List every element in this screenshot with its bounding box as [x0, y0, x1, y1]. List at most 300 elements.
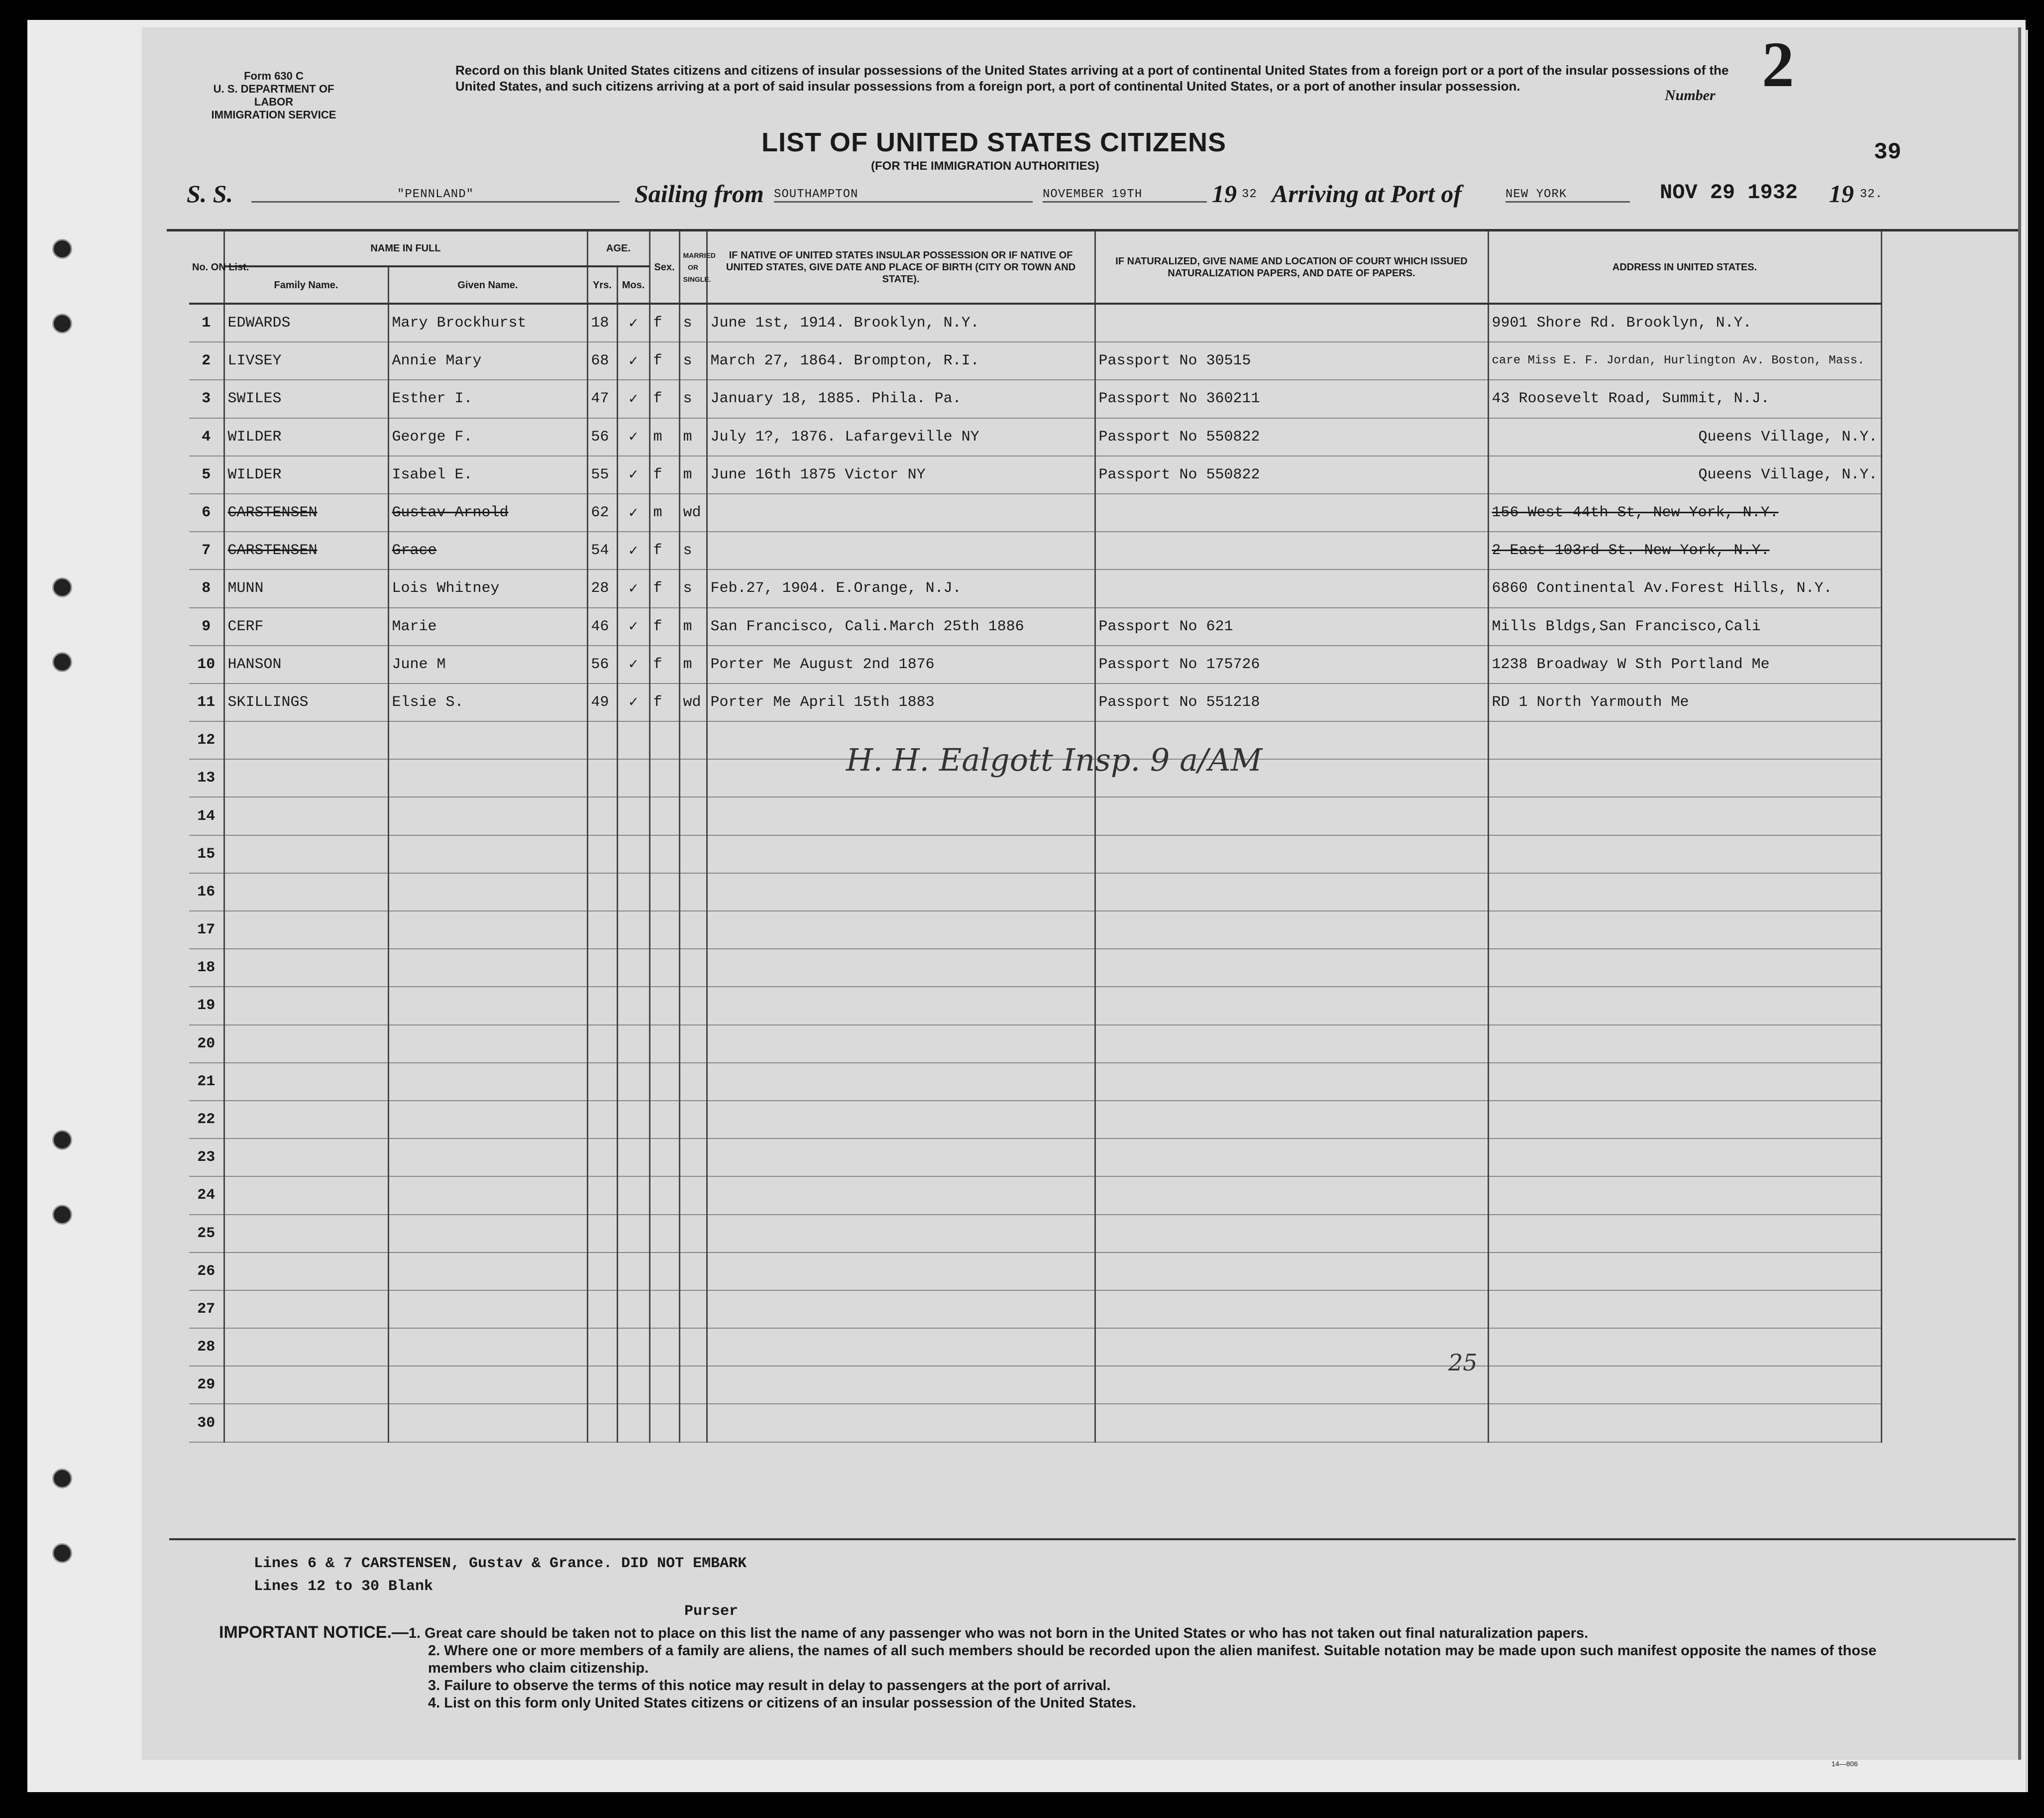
row-number: 16	[189, 873, 224, 911]
row-number: 18	[189, 949, 224, 987]
age-months	[617, 1215, 649, 1252]
naturalization-info	[1095, 1290, 1488, 1328]
binder-hole	[52, 1205, 72, 1225]
purser-label: Purser	[684, 1603, 739, 1620]
col-no: No. ON List.	[189, 231, 224, 304]
given-name	[388, 1063, 587, 1101]
row-number: 27	[189, 1290, 224, 1328]
department: U. S. DEPARTMENT OF LABOR	[213, 83, 334, 108]
age-years: 54	[587, 532, 617, 569]
row-number: 20	[189, 1025, 224, 1063]
given-name	[388, 1328, 587, 1366]
table-row	[189, 418, 1881, 456]
birth-info: March 27, 1864. Brompton, R.I.	[707, 342, 1095, 380]
naturalization-info	[1095, 1404, 1488, 1442]
naturalization-info	[1095, 949, 1488, 987]
given-name	[388, 1290, 587, 1328]
col-given: Given Name.	[388, 266, 587, 304]
naturalization-info: Passport No 550822	[1095, 418, 1488, 456]
address	[1488, 1328, 1881, 1366]
address	[1488, 835, 1881, 873]
notice-item-1: 1. Great care should be taken not to place on this list the name of any passenger who was not born in the United States or who has not taken out final naturalization papers.	[408, 1625, 1589, 1641]
ship-name: "PENNLAND"	[251, 188, 620, 203]
family-name	[224, 1215, 388, 1252]
given-name	[388, 1215, 587, 1252]
age-months	[617, 1252, 649, 1290]
sex	[649, 1025, 679, 1063]
age-years	[587, 873, 617, 911]
table-row	[189, 987, 1881, 1024]
age-months	[617, 1404, 649, 1442]
table-row	[189, 1063, 1881, 1101]
year-prefix: 19	[1212, 180, 1237, 208]
sex	[649, 873, 679, 911]
given-name	[388, 1252, 587, 1290]
family-name: MUNN	[224, 569, 388, 607]
marital-status	[679, 873, 707, 911]
page-number: 39	[1874, 139, 1902, 165]
row-number: 1	[189, 304, 224, 342]
given-name	[388, 1101, 587, 1138]
marital-status: wd	[679, 494, 707, 532]
sex	[649, 1328, 679, 1366]
col-name-in-full: NAME IN FULL	[224, 231, 587, 266]
given-name	[388, 987, 587, 1024]
sailing-date: NOVEMBER 19TH	[1043, 188, 1207, 203]
naturalization-info	[1095, 1176, 1488, 1214]
marital-status	[679, 1328, 707, 1366]
age-months: ✓	[617, 494, 649, 532]
col-naturalized: IF NATURALIZED, GIVE NAME AND LOCATION OF COURT WHICH ISSUED NATURALIZATION PAPERS, AND DATE OF PAPERS.	[1095, 231, 1488, 304]
naturalization-info: Passport No 175726	[1095, 646, 1488, 683]
age-months: ✓	[617, 608, 649, 646]
marital-status	[679, 1215, 707, 1252]
age-years	[587, 1101, 617, 1138]
age-years	[587, 1215, 617, 1252]
row-number: 28	[189, 1328, 224, 1366]
family-name	[224, 1366, 388, 1404]
naturalization-info: Passport No 30515	[1095, 342, 1488, 380]
sex: f	[649, 683, 679, 721]
age-months: ✓	[617, 683, 649, 721]
col-family: Family Name.	[224, 266, 388, 304]
arrival-year-suffix: 32.	[1860, 188, 1883, 201]
age-years	[587, 1176, 617, 1214]
table-row	[189, 1366, 1881, 1404]
arriving-label: Arriving at Port of	[1272, 180, 1462, 208]
marital-status	[679, 1101, 707, 1138]
binder-hole	[52, 1543, 72, 1563]
family-name	[224, 797, 388, 835]
address: care Miss E. F. Jordan, Hurlington Av. Boston, Mass.	[1488, 342, 1881, 380]
marital-status	[679, 1404, 707, 1442]
family-name: WILDER	[224, 456, 388, 494]
address: 9901 Shore Rd. Brooklyn, N.Y.	[1488, 304, 1881, 342]
given-name	[388, 1366, 587, 1404]
address	[1488, 759, 1881, 797]
table-row	[189, 835, 1881, 873]
sex: f	[649, 342, 679, 380]
arriving-port: NEW YORK	[1506, 188, 1630, 203]
age-years	[587, 1328, 617, 1366]
table-row	[189, 569, 1881, 607]
table-row	[189, 1328, 1881, 1366]
table-row	[189, 1138, 1881, 1176]
family-name	[224, 835, 388, 873]
family-name: CERF	[224, 608, 388, 646]
birth-info	[707, 949, 1095, 987]
given-name	[388, 1138, 587, 1176]
age-years	[587, 797, 617, 835]
age-months	[617, 1366, 649, 1404]
age-months	[617, 873, 649, 911]
binder-hole	[52, 314, 72, 334]
age-years	[587, 1025, 617, 1063]
marital-status: s	[679, 380, 707, 418]
sex: f	[649, 646, 679, 683]
table-row	[189, 304, 1881, 342]
sex: f	[649, 304, 679, 342]
given-name	[388, 721, 587, 759]
notice-item-3: 3. Failure to observe the terms of this notice may result in delay to passengers at the port of arrival.	[428, 1678, 1111, 1694]
given-name	[388, 873, 587, 911]
page-subtitle: (FOR THE IMMIGRATION AUTHORITIES)	[871, 159, 1099, 173]
row-number: 13	[189, 759, 224, 797]
family-name	[224, 1328, 388, 1366]
row-number: 17	[189, 911, 224, 949]
sex	[649, 797, 679, 835]
address	[1488, 949, 1881, 987]
sex: m	[649, 494, 679, 532]
family-name	[224, 1101, 388, 1138]
table-row	[189, 380, 1881, 418]
arrival-date-stamp: NOV 29 1932	[1660, 181, 1798, 205]
age-months: ✓	[617, 456, 649, 494]
naturalization-info	[1095, 1138, 1488, 1176]
age-years: 47	[587, 380, 617, 418]
address	[1488, 1138, 1881, 1176]
form-code: 14—806	[1831, 1760, 1858, 1768]
age-months	[617, 721, 649, 759]
marital-status: m	[679, 418, 707, 456]
birth-info: Porter Me August 2nd 1876	[707, 646, 1095, 683]
naturalization-info: Passport No 551218	[1095, 683, 1488, 721]
marital-status	[679, 1290, 707, 1328]
age-months	[617, 987, 649, 1024]
number-value: 2	[1762, 29, 1794, 101]
sex	[649, 1215, 679, 1252]
row-number: 5	[189, 456, 224, 494]
family-name	[224, 759, 388, 797]
naturalization-info	[1095, 494, 1488, 532]
table-row	[189, 456, 1881, 494]
age-years	[587, 987, 617, 1024]
binder-holes	[42, 149, 72, 1643]
row-number: 3	[189, 380, 224, 418]
naturalization-info	[1095, 1215, 1488, 1252]
sex	[649, 1138, 679, 1176]
tally-mark: 25	[1448, 1349, 1478, 1376]
naturalization-info	[1095, 532, 1488, 569]
given-name: Isabel E.	[388, 456, 587, 494]
address	[1488, 1290, 1881, 1328]
age-months: ✓	[617, 532, 649, 569]
address	[1488, 1366, 1881, 1404]
age-years	[587, 1252, 617, 1290]
row-number: 7	[189, 532, 224, 569]
row-number: 22	[189, 1101, 224, 1138]
naturalization-info	[1095, 1252, 1488, 1290]
number-label: Number	[1665, 87, 1716, 104]
marital-status	[679, 1176, 707, 1214]
age-months	[617, 797, 649, 835]
naturalization-info	[1095, 911, 1488, 949]
marital-status: wd	[679, 683, 707, 721]
family-name: WILDER	[224, 418, 388, 456]
marital-status: m	[679, 608, 707, 646]
table-row	[189, 797, 1881, 835]
manifest-table	[189, 231, 1882, 1443]
age-months: ✓	[617, 646, 649, 683]
row-number: 23	[189, 1138, 224, 1176]
row-number: 29	[189, 1366, 224, 1404]
given-name	[388, 1025, 587, 1063]
table-row	[189, 1215, 1881, 1252]
row-number: 9	[189, 608, 224, 646]
birth-info	[707, 1025, 1095, 1063]
row-number: 24	[189, 1176, 224, 1214]
age-years	[587, 1063, 617, 1101]
age-months: ✓	[617, 342, 649, 380]
year-suffix: 32	[1242, 188, 1257, 201]
marital-status: m	[679, 456, 707, 494]
age-months	[617, 1176, 649, 1214]
sailing-label: Sailing from	[635, 180, 764, 208]
sex	[649, 1101, 679, 1138]
voyage-line	[187, 177, 1968, 217]
table-row	[189, 342, 1881, 380]
marital-status	[679, 1025, 707, 1063]
given-name	[388, 835, 587, 873]
family-name	[224, 873, 388, 911]
arrival-year-prefix: 19	[1829, 180, 1854, 208]
address	[1488, 987, 1881, 1024]
age-years: 62	[587, 494, 617, 532]
table-row	[189, 911, 1881, 949]
col-yrs: Yrs.	[587, 266, 617, 304]
given-name: George F.	[388, 418, 587, 456]
age-months	[617, 949, 649, 987]
row-number: 30	[189, 1404, 224, 1442]
sex	[649, 1176, 679, 1214]
marital-status	[679, 835, 707, 873]
row-number: 6	[189, 494, 224, 532]
sailing-port: SOUTHAMPTON	[774, 188, 1033, 203]
marital-status: m	[679, 646, 707, 683]
binder-hole	[52, 577, 72, 597]
table-row	[189, 1101, 1881, 1138]
address: 156 West 44th St, New York, N.Y.	[1488, 494, 1881, 532]
address	[1488, 797, 1881, 835]
age-years	[587, 835, 617, 873]
age-months: ✓	[617, 380, 649, 418]
age-years: 56	[587, 418, 617, 456]
marital-status: s	[679, 532, 707, 569]
note-did-not-embark: Lines 6 & 7 CARSTENSEN, Gustav & Grance. DID NOT EMBARK	[254, 1555, 747, 1572]
birth-info	[707, 835, 1095, 873]
sex: f	[649, 380, 679, 418]
row-number: 12	[189, 721, 224, 759]
marital-status	[679, 1138, 707, 1176]
family-name	[224, 1404, 388, 1442]
notice-item-4: 4. List on this form only United States citizens or citizens of an insular possession of the United States.	[428, 1695, 1136, 1711]
col-married: MARRIED OR SINGLE.	[679, 231, 707, 304]
notice-item-2: 2. Where one or more members of a family are aliens, the names of all such members should be recorded upon the alien manifest. Suitable notation may be made upon such manifest opposite the names of those members who claim citizenship.	[428, 1643, 1877, 1676]
address: 2 East 103rd St. New York, N.Y.	[1488, 532, 1881, 569]
age-years	[587, 721, 617, 759]
row-number: 26	[189, 1252, 224, 1290]
address	[1488, 1215, 1881, 1252]
address: Mills Bldgs,San Francisco,Cali	[1488, 608, 1881, 646]
birth-info	[707, 873, 1095, 911]
row-number: 2	[189, 342, 224, 380]
naturalization-info	[1095, 1101, 1488, 1138]
family-name: SWILES	[224, 380, 388, 418]
age-months	[617, 759, 649, 797]
marital-status	[679, 721, 707, 759]
age-years	[587, 1404, 617, 1442]
address: 43 Roosevelt Road, Summit, N.J.	[1488, 380, 1881, 418]
age-months	[617, 911, 649, 949]
birth-info	[707, 532, 1095, 569]
row-number: 15	[189, 835, 224, 873]
family-name	[224, 911, 388, 949]
age-years	[587, 949, 617, 987]
sex	[649, 1252, 679, 1290]
given-name: Lois Whitney	[388, 569, 587, 607]
table-row	[189, 646, 1881, 683]
row-number: 14	[189, 797, 224, 835]
service: IMMIGRATION SERVICE	[211, 109, 336, 121]
marital-status	[679, 949, 707, 987]
sex: f	[649, 456, 679, 494]
table-row	[189, 494, 1881, 532]
row-number: 21	[189, 1063, 224, 1101]
naturalization-info: Passport No 621	[1095, 608, 1488, 646]
family-name	[224, 1290, 388, 1328]
naturalization-info	[1095, 797, 1488, 835]
birth-info	[707, 1252, 1095, 1290]
marital-status	[679, 759, 707, 797]
marital-status	[679, 797, 707, 835]
age-months	[617, 1290, 649, 1328]
row-number: 4	[189, 418, 224, 456]
family-name	[224, 721, 388, 759]
ss-label: S. S.	[187, 180, 233, 208]
sex	[649, 1366, 679, 1404]
binder-hole	[52, 1469, 72, 1488]
naturalization-info	[1095, 1366, 1488, 1404]
given-name: June M	[388, 646, 587, 683]
given-name	[388, 759, 587, 797]
given-name: Marie	[388, 608, 587, 646]
page-title: LIST OF UNITED STATES CITIZENS	[761, 127, 1226, 157]
age-months: ✓	[617, 569, 649, 607]
number-field	[1665, 87, 1716, 104]
col-birth: IF NATIVE OF UNITED STATES INSULAR POSSESSION OR IF NATIVE OF UNITED STATES, GIVE DATE AND PLACE OF BIRTH (CITY OR TOWN AND STATE).	[707, 231, 1095, 304]
address	[1488, 1252, 1881, 1290]
naturalization-info: Passport No 360211	[1095, 380, 1488, 418]
address	[1488, 1176, 1881, 1214]
birth-info: July 1?, 1876. Lafargeville NY	[707, 418, 1095, 456]
binder-hole	[52, 239, 72, 259]
sex	[649, 759, 679, 797]
age-years: 56	[587, 646, 617, 683]
age-years: 68	[587, 342, 617, 380]
table-row	[189, 873, 1881, 911]
row-number: 19	[189, 987, 224, 1024]
naturalization-info	[1095, 1328, 1488, 1366]
sex	[649, 1063, 679, 1101]
sex	[649, 835, 679, 873]
marital-status	[679, 911, 707, 949]
birth-info: San Francisco, Cali.March 25th 1886	[707, 608, 1095, 646]
birth-info	[707, 1328, 1095, 1366]
age-months	[617, 1328, 649, 1366]
age-years: 49	[587, 683, 617, 721]
family-name	[224, 1063, 388, 1101]
given-name	[388, 1176, 587, 1214]
naturalization-info	[1095, 569, 1488, 607]
inspector-signature: H. H. Ealgott Insp. 9 a/AM	[846, 742, 1263, 778]
family-name	[224, 1176, 388, 1214]
birth-info: Porter Me April 15th 1883	[707, 683, 1095, 721]
sex: m	[649, 418, 679, 456]
form-header-block	[199, 70, 348, 121]
row-number: 8	[189, 569, 224, 607]
given-name: Mary Brockhurst	[388, 304, 587, 342]
marital-status	[679, 1063, 707, 1101]
important-notice	[219, 1624, 1891, 1712]
address: 1238 Broadway W Sth Portland Me	[1488, 646, 1881, 683]
sex: f	[649, 532, 679, 569]
table-row	[189, 1176, 1881, 1214]
birth-info	[707, 1063, 1095, 1101]
row-number: 10	[189, 646, 224, 683]
marital-status	[679, 1252, 707, 1290]
given-name	[388, 797, 587, 835]
family-name: EDWARDS	[224, 304, 388, 342]
birth-info	[707, 1176, 1095, 1214]
address: Queens Village, N.Y.	[1488, 456, 1881, 494]
birth-info	[707, 494, 1095, 532]
col-sex: Sex.	[649, 231, 679, 304]
col-age: AGE.	[587, 231, 649, 266]
family-name	[224, 1252, 388, 1290]
address: 6860 Continental Av.Forest Hills, N.Y.	[1488, 569, 1881, 607]
marital-status: s	[679, 342, 707, 380]
birth-info	[707, 1404, 1095, 1442]
address: RD 1 North Yarmouth Me	[1488, 683, 1881, 721]
marital-status	[679, 1366, 707, 1404]
sex	[649, 1404, 679, 1442]
age-months	[617, 1101, 649, 1138]
family-name	[224, 1025, 388, 1063]
footer-rule	[169, 1538, 2016, 1540]
address	[1488, 911, 1881, 949]
table-row	[189, 949, 1881, 987]
age-years	[587, 1290, 617, 1328]
